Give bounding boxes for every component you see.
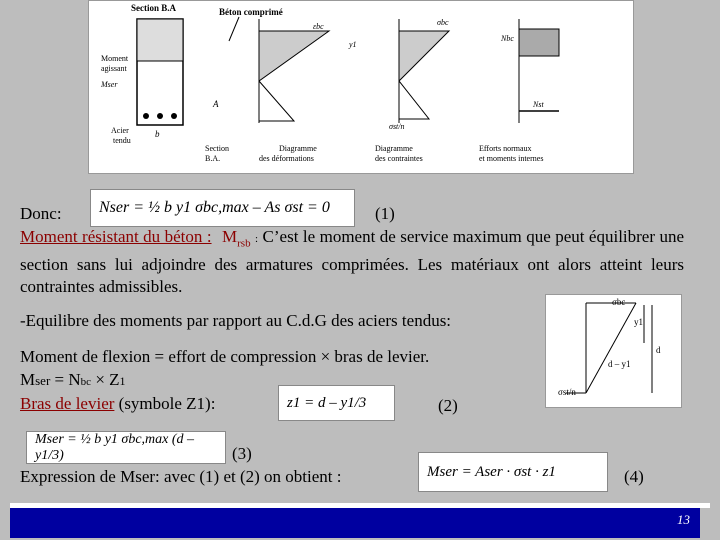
footer-bar [10, 508, 700, 538]
fig-label-b: b [155, 129, 160, 139]
fig-label-moment: Moment [101, 54, 129, 63]
fig-label-section-ba: Section [205, 144, 229, 153]
fig-label-section: Section B.A [131, 3, 176, 13]
small-sst: σst/n [558, 387, 576, 397]
moment-flexion-line: Moment de flexion = effort de compression × bras de levier. [20, 347, 430, 366]
expression-mser-line: Expression de Mser: avec (1) et (2) on obtient : [20, 467, 342, 486]
fig-label-sbc: σbc [437, 18, 449, 27]
mser-formula-line: Mser = Nbc × Z1 [20, 370, 126, 389]
fig-label-ebc: εbc [313, 22, 324, 31]
equation-4-text: Mser = Aser · σst · z1 [427, 463, 556, 480]
equation-3-number: (3) [232, 444, 252, 463]
fig-label-acier: Acier [111, 126, 129, 135]
equation-1-text: Nser = ½ b y1 σbc,max – As σst = 0 [99, 199, 330, 216]
fig-label-beton: Béton comprimé [219, 7, 283, 17]
equation-2-box [278, 385, 395, 421]
stress-diagram-small [545, 294, 682, 408]
small-d-minus-y1: d – y1 [608, 359, 631, 369]
equation-3-box [26, 431, 226, 464]
mrb-symbol: $M_{rsb}$ [222, 227, 251, 250]
mrb-colon: : [255, 233, 259, 245]
small-sbc: σbc [612, 297, 626, 307]
equation-1-number: (1) [375, 204, 395, 223]
bras-de-levier-symbol: (symbole Z1): [118, 394, 216, 413]
fig-label-moments: et moments internes [479, 154, 544, 163]
page-number: 13 [677, 512, 690, 527]
fig-label-nbc: Nbc [501, 34, 514, 43]
small-y1: y1 [634, 317, 643, 327]
fig-label-deformations: des déformations [259, 154, 314, 163]
mrb-definition: C’est le moment de service maximum que peut équilibrer une section sans lui adjoindre des armatures comprimées. Les matériaux ont alors atteint leurs contraintes admissibles. [20, 227, 685, 297]
fig-label-efforts: Efforts normaux [479, 144, 532, 153]
fig-label-agissant: agissant [101, 64, 127, 73]
bras-de-levier-title: Bras de levier [20, 394, 115, 413]
equation-4-box [418, 452, 608, 492]
equation-2-number: (2) [438, 396, 458, 415]
fig-label-contraintes: des contraintes [375, 154, 423, 163]
moment-resistant-paragraph [20, 226, 684, 298]
fig-label-diagramme-def: Diagramme [279, 144, 317, 153]
fig-label-nst: Nst [533, 100, 544, 109]
equilibre-line: -Equilibre des moments par rapport au C.d.G des aciers tendus: [20, 311, 452, 330]
stress-diagram-svg [546, 295, 681, 407]
fig-label-mser: Mser [101, 80, 118, 89]
moment-resistant-title: Moment résistant du béton : [20, 227, 212, 246]
bras-de-levier-line [20, 393, 215, 415]
small-d: d [656, 345, 661, 355]
equation-2-text: z1 = d – y1/3 [287, 394, 367, 411]
equation-3-text: Mser = ½ b y1 σbc,max (d – y1/3) [35, 431, 195, 463]
section-diagram-figure [88, 0, 634, 174]
donc-label: Donc: [20, 204, 62, 223]
fig-label-sst: σst/n [389, 122, 405, 131]
fig-label-diagramme-contr: Diagramme [375, 144, 413, 153]
equation-1-box [90, 189, 355, 227]
equation-4-number: (4) [624, 467, 644, 486]
fig-label-y1: y1 [349, 40, 357, 49]
fig-label-tendu: tendu [113, 136, 131, 145]
section-diagram-svg [89, 1, 633, 173]
fig-label-ba: B.A. [205, 154, 221, 163]
fig-label-a: A [213, 99, 219, 109]
